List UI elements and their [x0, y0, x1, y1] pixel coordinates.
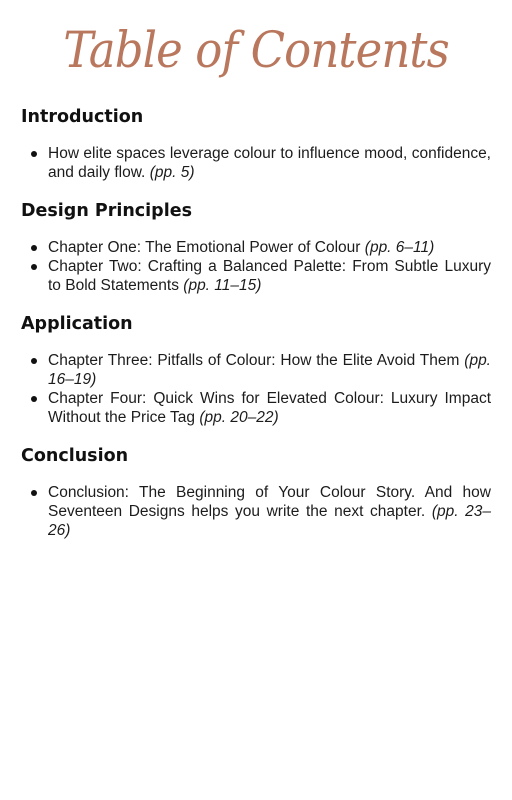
item-text: Chapter Four: Quick Wins for Elevated Colour: Luxury Impact Without the Price Tag	[48, 390, 491, 426]
section-conclusion	[21, 445, 491, 540]
bullet-icon	[31, 358, 37, 364]
section-application	[21, 313, 491, 427]
toc-content	[21, 106, 491, 558]
page-title: Table of Contents	[63, 21, 449, 79]
section-item-list	[21, 351, 491, 427]
page-range: (pp. 23–26)	[48, 503, 491, 539]
page-range: (pp. 16–19)	[48, 352, 491, 388]
page-range: (pp. 6–11)	[364, 239, 435, 256]
item-text: Chapter Two: Crafting a Balanced Palette: From Subtle Luxury to Bold Statements	[48, 258, 491, 294]
bullet-icon	[31, 264, 37, 270]
section-item-list	[21, 144, 491, 182]
page-range: (pp. 20–22)	[199, 409, 279, 426]
item-text: Chapter Three: Pitfalls of Colour: How the Elite Avoid Them	[48, 352, 460, 369]
item-text: Conclusion: The Beginning of Your Colour Story. And how Seventeen Designs helps you write the next chapter.	[48, 484, 491, 520]
section-design-principles	[21, 200, 491, 295]
section-heading: Conclusion	[21, 446, 129, 466]
section-heading: Introduction	[21, 107, 144, 127]
bullet-icon	[31, 396, 37, 402]
item-text: How elite spaces leverage colour to influence mood, confidence, and daily flow.	[48, 145, 491, 181]
section-item-list	[21, 238, 491, 295]
bullet-icon	[31, 151, 37, 157]
section-heading: Application	[21, 314, 133, 334]
bullet-icon	[31, 245, 37, 251]
section-item-list	[21, 483, 491, 540]
list-item	[48, 144, 491, 182]
list-item	[48, 351, 491, 389]
bullet-icon	[31, 490, 37, 496]
list-item	[48, 257, 491, 295]
page-range: (pp. 11–15)	[183, 277, 262, 294]
list-item	[48, 483, 491, 540]
section-introduction	[21, 106, 491, 182]
list-item	[48, 389, 491, 427]
section-heading: Design Principles	[21, 201, 192, 221]
item-text: Chapter One: The Emotional Power of Colour	[48, 239, 361, 256]
list-item	[48, 238, 491, 257]
page-range: (pp. 5)	[149, 164, 195, 181]
